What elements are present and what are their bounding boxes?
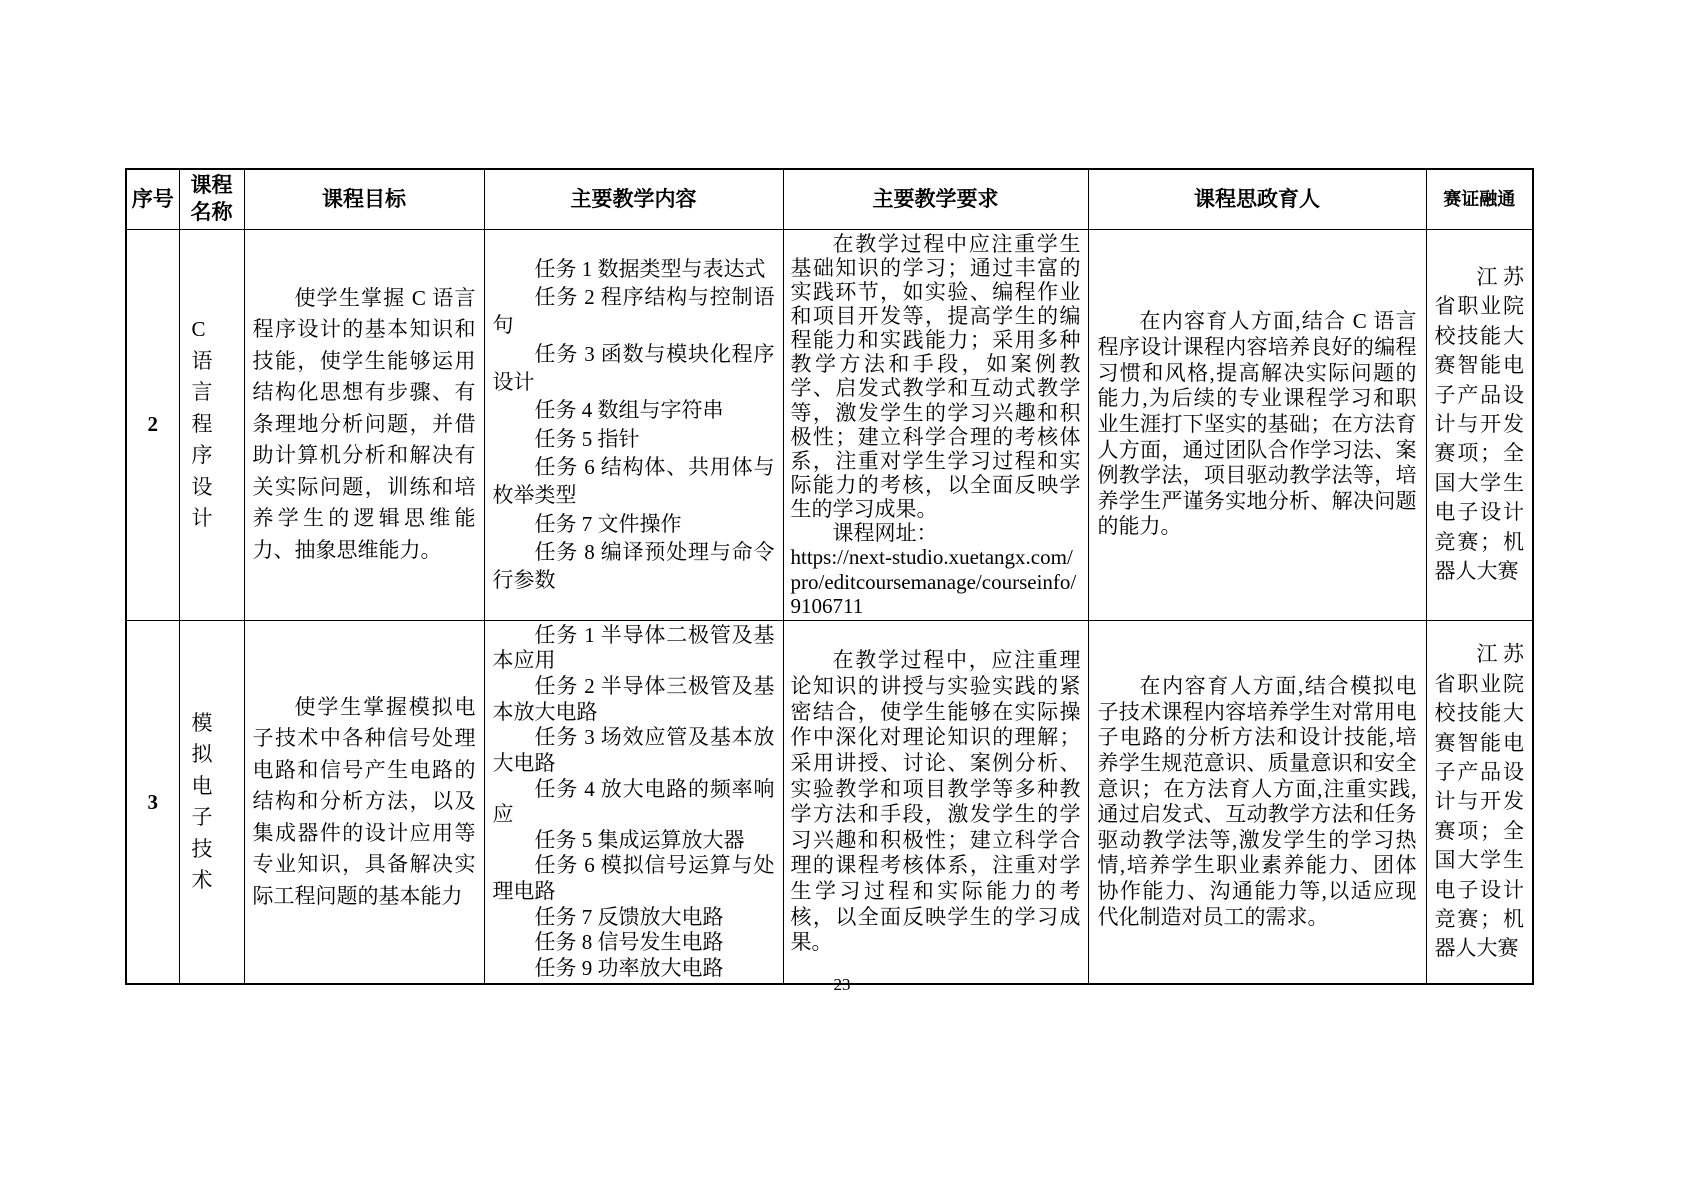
course-url-text: https://next-studio.xuetangx.com/pro/editcoursemanage/courseinfo/9106711 <box>790 545 1077 618</box>
cell-row3-ideology <box>1088 620 1426 984</box>
task-item: 任务 8 编译预处理与命令行参数 <box>492 540 775 593</box>
table-row-course-2 <box>126 229 1533 620</box>
competition-paragraph: 江苏省职业院校技能大赛智能电子产品设计与开发赛项；全国大学生电子设计竞赛；机器人大赛 <box>1434 265 1524 583</box>
cell-row3-no: 3 <box>126 620 179 984</box>
course-url-label: 课程网址： <box>832 521 938 546</box>
task-item: 任务 8 信号发生电路 <box>534 930 724 955</box>
task-item: 任务 2 半导体三极管及基本放大电路 <box>492 674 775 724</box>
table-header-row <box>126 169 1533 229</box>
task-item: 任务 5 指针 <box>534 426 640 451</box>
task-item: 任务 3 场效应管及基本放大电路 <box>492 725 775 775</box>
cell-row3-course-name: 模拟电子技术 <box>179 620 244 984</box>
cell-row3-requirements <box>783 620 1088 984</box>
curriculum-table-container <box>125 168 1534 985</box>
task-item: 任务 6 模拟信号运算与处理电路 <box>492 853 775 903</box>
cell-row2-competition <box>1426 229 1533 620</box>
header-cell-competition: 赛证融通 <box>1426 169 1533 229</box>
task-item: 任务 4 放大电路的频率响应 <box>492 776 775 827</box>
cell-row3-objectives <box>244 620 484 984</box>
header-cell-requirements: 主要教学要求 <box>783 169 1088 229</box>
ideology-paragraph: 在内容育人方面,结合 C 语言程序设计课程内容培养良好的编程习惯和风格,提高解决实际问题的能力,为后续的专业课程学习和职业生涯打下坚实的基础；在方法育人方面，通过团队合作学习法、案例教学法，项目驱动教学法等，培养学生严谨务实地分析、解决问题的能力。 <box>1097 309 1417 539</box>
cell-row2-no: 2 <box>126 229 179 620</box>
requirements-paragraph: 在教学过程中应注重学生基础知识的学习；通过丰富的实践环节，如实验、编程作业和项目开发等，提高学生的编程能力和实践能力；采用多种教学方法和手段，如案例教学、启发式教学和互动式教学等，激发学生的学习兴趣和积极性；建立科学合理的考核体系，注重对学生学习过程和实际能力的考核，以全面反映学生的学习成果。 <box>790 231 1081 522</box>
page-number: 23 <box>833 975 851 994</box>
header-cell-content: 主要教学内容 <box>484 169 783 229</box>
task-item: 任务 2 程序结构与控制语句 <box>492 285 775 338</box>
task-item: 任务 3 函数与模块化程序设计 <box>492 341 775 395</box>
ideology-paragraph: 在内容育人方面,结合模拟电子技术课程内容培养学生对常用电子电路的分析方法和设计技能,培养学生规范意识、质量意识和安全意识；在方法育人方面,注重实践,通过启发式、互动教学方法和任务驱动教学法等,激发学生的学习热情,培养学生职业素养能力、团体协作能力、沟通能力等,以适应现代化制造对员工的需求。 <box>1097 674 1417 929</box>
cell-row2-requirements <box>783 229 1088 620</box>
task-item: 任务 4 数组与字符串 <box>534 398 724 423</box>
objectives-paragraph: 使学生掌握 C 语言程序设计的基本知识和技能，使学生能够运用结构化思想有步骤、有条理地分析问题，并借助计算机分析和解决有关实际问题，训练和培养学生的逻辑思维能力、抽象思维能力。 <box>252 285 476 562</box>
competition-paragraph: 江苏省职业院校技能大赛智能电子产品设计与开发赛项；全国大学生电子设计竞赛；机器人大赛 <box>1434 642 1524 961</box>
task-item: 任务 1 半导体二极管及基本应用 <box>492 622 775 673</box>
cell-row2-course-name: C 语言程序设计 <box>179 229 244 620</box>
header-cell-objectives: 课程目标 <box>244 169 484 229</box>
table-row-course-3 <box>126 620 1533 984</box>
task-item: 任务 7 反馈放大电路 <box>534 904 724 929</box>
objectives-paragraph: 使学生掌握模拟电子技术中各种信号处理电路和信号产生电路的结构和分析方法，以及集成器件的设计应用等专业知识，具备解决实际工程问题的基本能力 <box>252 694 476 908</box>
task-item: 任务 1 数据类型与表达式 <box>534 256 766 281</box>
task-item: 任务 7 文件操作 <box>534 511 682 536</box>
cell-row2-content <box>484 229 783 620</box>
cell-row2-objectives <box>244 229 484 620</box>
cell-row3-competition <box>1426 620 1533 984</box>
task-item: 任务 9 功率放大电路 <box>534 955 724 980</box>
header-cell-course-name: 课程名称 <box>179 169 244 229</box>
header-cell-no: 序号 <box>126 169 179 229</box>
curriculum-table <box>125 168 1534 985</box>
cell-row2-ideology <box>1088 229 1426 620</box>
task-item: 任务 6 结构体、共用体与枚举类型 <box>492 455 775 508</box>
cell-row3-content <box>484 620 783 984</box>
requirements-paragraph: 在教学过程中，应注重理论知识的讲授与实验实践的紧密结合，使学生能够在实际操作中深化对理论知识的理解；采用讲授、讨论、案例分析、实验教学和项目教学等多种教学方法和手段，激发学生的学习兴趣和积极性；建立科学合理的课程考核体系，注重对学生学习过程和实际能力的考核，以全面反映学生的学习成果。 <box>790 648 1081 955</box>
task-item: 任务 5 集成运算放大器 <box>534 827 745 852</box>
header-cell-ideology: 课程思政育人 <box>1088 169 1426 229</box>
